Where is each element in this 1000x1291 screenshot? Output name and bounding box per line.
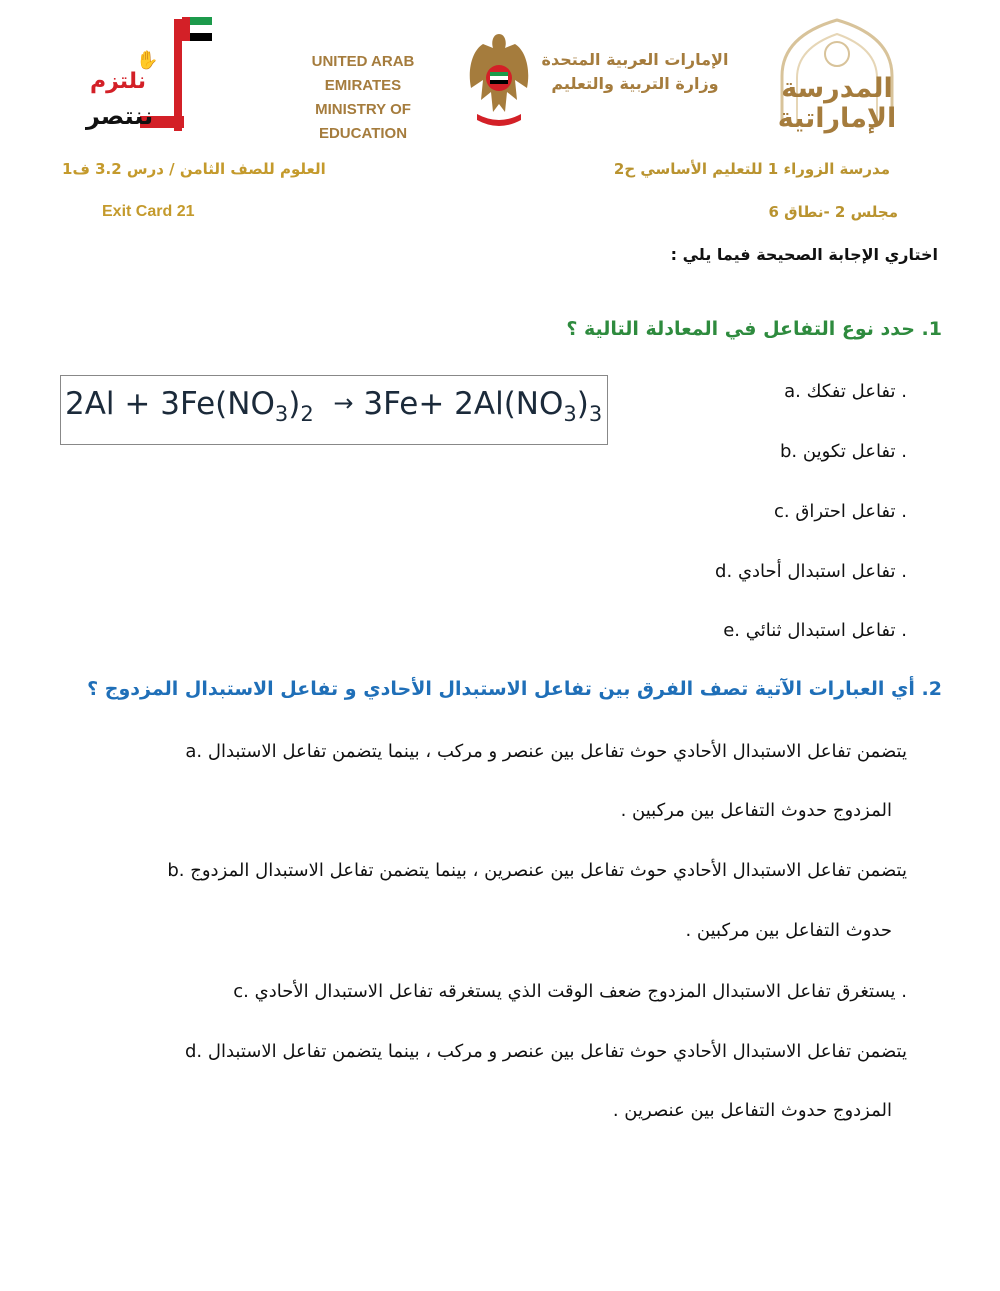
school-logo-icon (752, 16, 922, 136)
option-letter: d. (185, 1041, 203, 1062)
option-letter: a. (185, 741, 203, 762)
equation-lhs-close: ) (288, 386, 301, 422)
school-logo-line-2: الإماراتية (777, 103, 897, 134)
question-2-title (87, 678, 942, 700)
equation-lhs: 2Al + 3Fe(NO (65, 386, 275, 422)
option-text-line-1: يتضمن تفاعل الاستبدال الأحادي حوث تفاعل بين عنصر و مركب ، بينما يتضمن تفاعل الاستبدال (207, 741, 907, 762)
option-text: تفاعل استبدال ثنائي . (745, 620, 907, 641)
equation-rhs: 3Fe+ 2Al(NO (363, 386, 564, 422)
q1-option-c[interactable] (774, 501, 907, 522)
uae-emblem-icon (463, 28, 535, 130)
reaction-arrow-icon: → (333, 389, 354, 417)
q2-option-b-continued: حدوث التفاعل بين مركبين . (685, 920, 892, 941)
option-text-line-1: يتضمن تفاعل الاستبدال الأحادي حوث تفاعل بين عنصر و مركب ، بينما يتضمن تفاعل الاستبدال (207, 1041, 907, 1062)
equation-lhs-subscript: 3 (274, 402, 289, 426)
campaign-logo (80, 14, 215, 139)
q1-option-d[interactable] (715, 561, 907, 582)
question-2-number: 2. (921, 678, 942, 700)
option-text: تفاعل احتراق . (795, 501, 907, 522)
option-text: تفاعل تكوين . (802, 441, 907, 462)
q2-option-b[interactable] (167, 859, 907, 883)
option-letter: b. (780, 441, 798, 462)
raised-hand-icon: ✋ (136, 50, 159, 71)
school-name: مدرسة الزوراء 1 للتعليم الأساسي ح2 (613, 160, 890, 178)
instruction-text: اختاري الإجابة الصحيحة فيما يلي : (670, 245, 938, 264)
question-2-text: أي العبارات الآتية تصف الفرق بين تفاعل الاستبدال الأحادي و تفاعل الاستبدال المزدوج ؟ (87, 678, 915, 700)
slogan-line-2: ننتصر (86, 102, 154, 130)
exit-card-label: Exit Card 21 (102, 203, 195, 220)
question-1-number: 1. (921, 318, 942, 340)
ministry-en-line-1: UNITED ARAB EMIRATES (311, 53, 415, 94)
option-letter: a. (784, 381, 801, 402)
q2-option-d-continued: المزدوج حدوث التفاعل بين عنصرين . (612, 1100, 892, 1121)
option-text-line-1: يستغرق تفاعل الاستبدال المزدوج ضعف الوقت الذي يستغرقه تفاعل الاستبدال الأحادي . (254, 981, 907, 1002)
chemical-equation (65, 386, 602, 426)
q1-option-a[interactable] (784, 381, 907, 402)
school-logo-text (752, 74, 922, 134)
option-text-line-1: يتضمن تفاعل الاستبدال الأحادي حوث تفاعل بين عنصرين ، بينما يتضمن تفاعل الاستبدال المزدوج (190, 860, 907, 881)
option-letter: d. (715, 561, 733, 582)
council-info: مجلس 2 -نطاق 6 (768, 203, 898, 221)
flag-pole (174, 19, 182, 131)
q1-option-b[interactable] (780, 441, 907, 462)
ministry-name-en (272, 50, 454, 146)
q2-option-a-continued: المزدوج حدوث التفاعل بين مركبين . (620, 800, 892, 821)
slogan-line-1: نلتزم (90, 69, 147, 94)
ministry-name-ar (540, 48, 730, 96)
equation-box (60, 375, 608, 445)
option-text: تفاعل تفكك . (806, 381, 907, 402)
option-text: تفاعل استبدال أحادي . (737, 561, 907, 582)
equation-rhs-subscript: 3 (563, 402, 577, 426)
question-1-text: حدد نوع التفاعل في المعادلة التالية ؟ (566, 318, 915, 340)
q2-option-a[interactable] (185, 740, 907, 764)
ministry-ar-line-2: وزارة التربية والتعليم (551, 74, 719, 93)
subject-lesson: العلوم للصف الثامن / درس 3.2 ف1 (62, 160, 326, 178)
equation-lhs-subscript-2: 2 (300, 402, 314, 426)
option-letter: e. (723, 620, 740, 641)
question-1-title (566, 318, 942, 340)
option-letter: b. (167, 860, 185, 881)
equation-rhs-close: ) (576, 386, 589, 422)
ministry-ar-line-1: الإمارات العربية المتحدة (541, 50, 729, 69)
ministry-en-line-2: MINISTRY OF EDUCATION (315, 101, 411, 142)
school-logo-line-1: المدرسة (781, 73, 893, 104)
option-letter: c. (774, 501, 790, 522)
q1-option-e[interactable] (723, 620, 907, 641)
option-letter: c. (233, 981, 249, 1002)
uae-flag-icon (182, 17, 212, 41)
equation-rhs-subscript-2: 3 (588, 402, 603, 426)
q2-option-c[interactable] (233, 980, 907, 1004)
q2-option-d[interactable] (185, 1040, 907, 1064)
